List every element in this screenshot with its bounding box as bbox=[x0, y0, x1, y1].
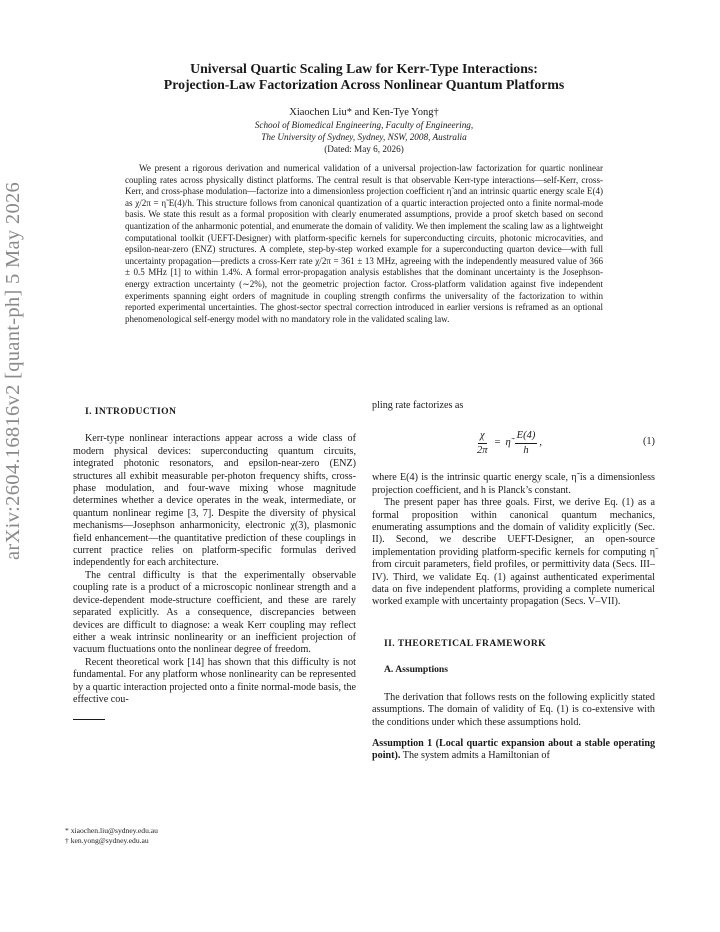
paper-title bbox=[80, 61, 648, 93]
assumption-1-text: The system admits a Hamiltonian of bbox=[402, 750, 550, 762]
assumption-1 bbox=[372, 738, 655, 763]
arxiv-identifier[interactable]: arXiv:2604.16816v2 [quant-ph] 5 May 2026 bbox=[2, 181, 24, 560]
title-line-2: Projection-Law Factorization Across Nonlinear Quantum Platforms bbox=[163, 77, 565, 92]
footnotes bbox=[65, 826, 365, 846]
affiliation bbox=[80, 120, 648, 143]
eq-equals: = bbox=[494, 437, 501, 449]
eq-lhs-numerator: χ bbox=[478, 430, 487, 444]
right-column bbox=[372, 400, 656, 763]
eq-coefficient: η̃ bbox=[505, 437, 511, 449]
goals-paragraph: The present paper has three goals. First, we derive Eq. (1) as a formal proposition within canonical quantum mechanics, enumerating assumptions and the domain of validity explicitly (Sec. II). Second, we describe UEFT-Designer, an open-source implementation providing platform-specific kernels for computing η̃ from circuit parameters, field profiles, or permittivity data (Secs. III–IV). Third, we validate Eq. (1) against authenticated experimental data on five independent platforms, providing a complete numerical worked example with uncertainty propagation (Secs. V–VII). bbox=[372, 497, 655, 608]
equation-1 bbox=[372, 426, 655, 460]
equation-number: (1) bbox=[642, 436, 655, 448]
eq-trailing-comma: , bbox=[539, 437, 542, 449]
eq-rhs-numerator: E(4) bbox=[515, 430, 538, 444]
date-line: (Dated: May 6, 2026) bbox=[324, 144, 404, 154]
left-column bbox=[73, 406, 356, 706]
intro-paragraph-3: Recent theoretical work [14] has shown that this difficulty is not fundamental. For any platform whose nonlinearity can be represented by a quartic interaction projected onto a finite normal-mode basis, the effective cou- bbox=[73, 656, 356, 705]
eq-explanation: where E(4) is the intrinsic quartic energy scale, η̃ is a dimensionless projection coefficient, and h is Planck’s constant. bbox=[372, 472, 655, 496]
intro-paragraph-2: The central difficulty is that the experimentally observable coupling rate is a product of a microscopic nonlinear strength and a device-dependent mode-structure coefficient, and these are rarely separated explicitly. As a consequence, discrepancies between devices are difficult to diagnose: a weak Kerr coupling may reflect either a weak intrinsic nonlinearity or an inefficient projection of vacuum fluctuations onto the nonlinear degree of freedom. bbox=[73, 569, 356, 656]
eq-rhs-denominator: h bbox=[523, 444, 529, 456]
footnote-email-1[interactable]: * xiaochen.liu@sydney.edu.au bbox=[65, 826, 158, 835]
affiliation-line-2: The University of Sydney, Sydney, NSW, 2008, Australia bbox=[261, 131, 467, 142]
section-heading-theory: II. THEORETICAL FRAMEWORK bbox=[384, 637, 547, 649]
assumption-1-label: Assumption 1 bbox=[372, 737, 433, 749]
author-list: Xiaochen Liu* and Ken-Tye Yong† bbox=[289, 107, 439, 118]
continued-paragraph: pling rate factorizes as bbox=[372, 400, 464, 411]
intro-paragraph-1: Kerr-type nonlinear interactions appear across a wide class of modern physical devices: superconducting quantum circuits, integrated photonic resonators, and epsilon-near-zero (ENZ) structures all exhibit measurable per-photon frequency shifts, cross-phase modulation, and four-wave mixing whose magnitude determines whether a device operates in the weak, intermediate, or quantum nonlinear regime [3, 7]. Despite the diversity of physical mechanisms—Josephson anharmonicity, electronic χ(3), plasmonic field enhancement—the quantitative prediction of these couplings in current practice relies on platform-specific formulas derived independently for each architecture. bbox=[73, 433, 356, 569]
section-heading-introduction: I. INTRODUCTION bbox=[85, 406, 177, 417]
subsection-heading-assumptions: A. Assumptions bbox=[384, 664, 448, 676]
assumptions-intro-paragraph: The derivation that follows rests on the following explicitly stated assumptions. The domain of validity of Eq. (1) is co-extensive with the conditions under which these assumptions hold. bbox=[372, 691, 655, 728]
eq-lhs-denominator: 2π bbox=[477, 444, 488, 456]
affiliation-line-1: School of Biomedical Engineering, Faculty of Engineering, bbox=[254, 120, 474, 130]
footnote-email-2[interactable]: † ken.yong@sydney.edu.au bbox=[65, 836, 149, 845]
title-line-1: Universal Quartic Scaling Law for Kerr-Type Interactions: bbox=[190, 61, 538, 76]
eq-rhs-fraction bbox=[515, 430, 538, 457]
footnote-rule bbox=[73, 719, 105, 720]
eq-lhs-fraction bbox=[477, 430, 488, 457]
assumption-1-title: (Local quartic expansion about a stable operating point). bbox=[372, 737, 656, 762]
abstract: We present a rigorous derivation and numerical validation of a universal projection-law factorization for quartic nonlinear coupling rates across physically distinct platforms. The central result is that observable Kerr-type interactions—self-Kerr, cross-Kerr, and cross-phase modulation—factorize into a dimensionless projection coefficient η̃ and an intrinsic quartic energy scale E(4) as χ/2π = η̃ E(4)/h. This structure follows from canonical quantization of a quartic interaction projected onto a finite normal-mode basis. We state this result as a formal proposition with clearly enumerated assumptions, provide a proof sketch based on second quantization of the anharmonic potential, and enumerate the domain of validity. We then implement the scaling law as a lightweight computational toolkit (UEFT-Designer) with platform-specific kernels for superconducting circuits, photonic microcavities, and epsilon-near-zero (ENZ) structures. A complete, step-by-step worked example for a superconducting quarton device—with full uncertainty propagation—predicts a cross-Kerr rate χ/2π = 361 ± 13 MHz, agreeing with the independently measured value of 366 ± 0.5 MHz [1] to within 1.4%. A formal error-propagation analysis establishes that the dominant uncertainty is the Josephson-energy extraction uncertainty (∼2%), not the geometric projection factor. Cross-platform validation against five independent experiments spanning eight orders of magnitude in coupling strength confirms the universality of the factorization to within reported experimental uncertainties. The ghost-sector spectral correction introduced in earlier versions is reframed as an optional phenomenological self-energy model with no mandatory role in the validated scaling law. bbox=[125, 163, 603, 324]
